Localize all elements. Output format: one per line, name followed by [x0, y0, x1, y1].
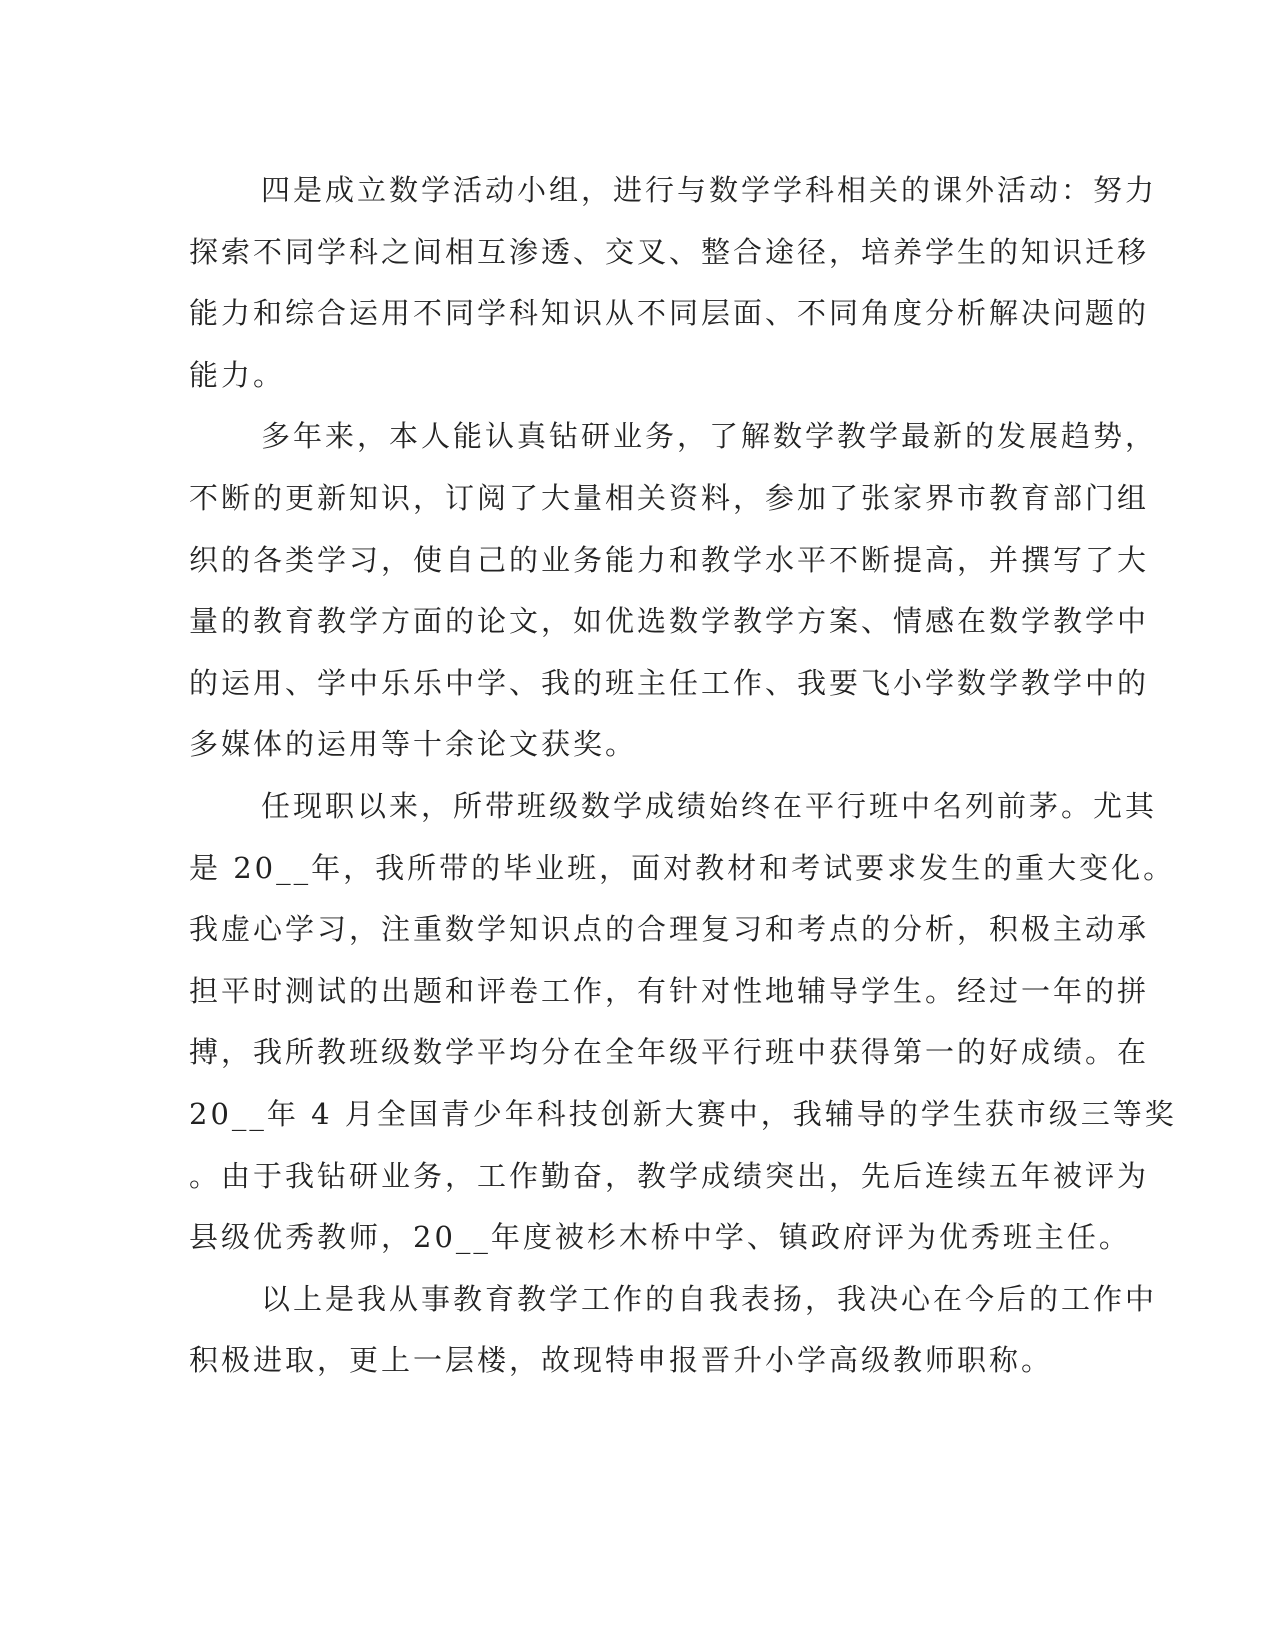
text-line: 以上是我从事教育教学工作的自我表扬，我决心在今后的工作中 — [261, 1281, 1158, 1316]
text-line: 任现职以来，所带班级数学成绩始终在平行班中名列前茅。尤其 — [261, 788, 1158, 823]
text-line: 四是成立数学活动小组，进行与数学学科相关的课外活动：努力 — [261, 173, 1158, 207]
paragraph-conclusion — [189, 1269, 1158, 1392]
text-line: 多年来，本人能认真钻研业务，了解数学教学最新的发展趋势， — [261, 419, 1158, 454]
text-line: 20__年 4 月全国青少年科技创新大赛中，我辅导的学生获市级三等奖 — [189, 1096, 1177, 1131]
text-line: 县级优秀教师，20__年度被杉木桥中学、镇政府评为优秀班主任。 — [189, 1220, 1131, 1255]
paragraph-achievements — [189, 776, 1177, 1269]
text-line: 的运用、学中乐乐中学、我的班主任工作、我要飞小学数学教学中的 — [189, 665, 1150, 700]
text-line: 不断的更新知识，订阅了大量相关资料，参加了张家界市教育部门组 — [189, 480, 1150, 515]
text-line: 多媒体的运用等十余论文获奖。 — [189, 727, 638, 762]
document-body — [189, 160, 1177, 1392]
text-line: 积极进取，更上一层楼，故现特申报晋升小学高级教师职称。 — [189, 1343, 1054, 1378]
text-line: 我虚心学习，注重数学知识点的合理复习和考点的分析，积极主动承 — [189, 912, 1150, 947]
text-line: 能力和综合运用不同学科知识从不同层面、不同角度分析解决问题的 — [189, 296, 1150, 331]
paragraph-research — [189, 406, 1158, 776]
text-line: 搏，我所教班级数学平均分在全年级平行班中获得第一的好成绩。在 — [189, 1035, 1150, 1070]
text-line: 。由于我钻研业务，工作勤奋，教学成绩突出，先后连续五年被评为 — [189, 1158, 1150, 1193]
text-line: 是 20__年，我所带的毕业班，面对教材和考试要求发生的重大变化。 — [189, 850, 1176, 885]
text-line: 量的教育教学方面的论文，如优选数学教学方案、情感在数学教学中 — [189, 604, 1150, 639]
paragraph-activity-group — [189, 160, 1158, 406]
text-line: 担平时测试的出题和评卷工作，有针对性地辅导学生。经过一年的拼 — [189, 973, 1150, 1008]
text-line: 能力。 — [189, 357, 286, 392]
text-line: 织的各类学习，使自己的业务能力和教学水平不断提高，并撰写了大 — [189, 542, 1150, 577]
text-line: 探索不同学科之间相互渗透、交叉、整合途径，培养学生的知识迁移 — [189, 234, 1150, 269]
